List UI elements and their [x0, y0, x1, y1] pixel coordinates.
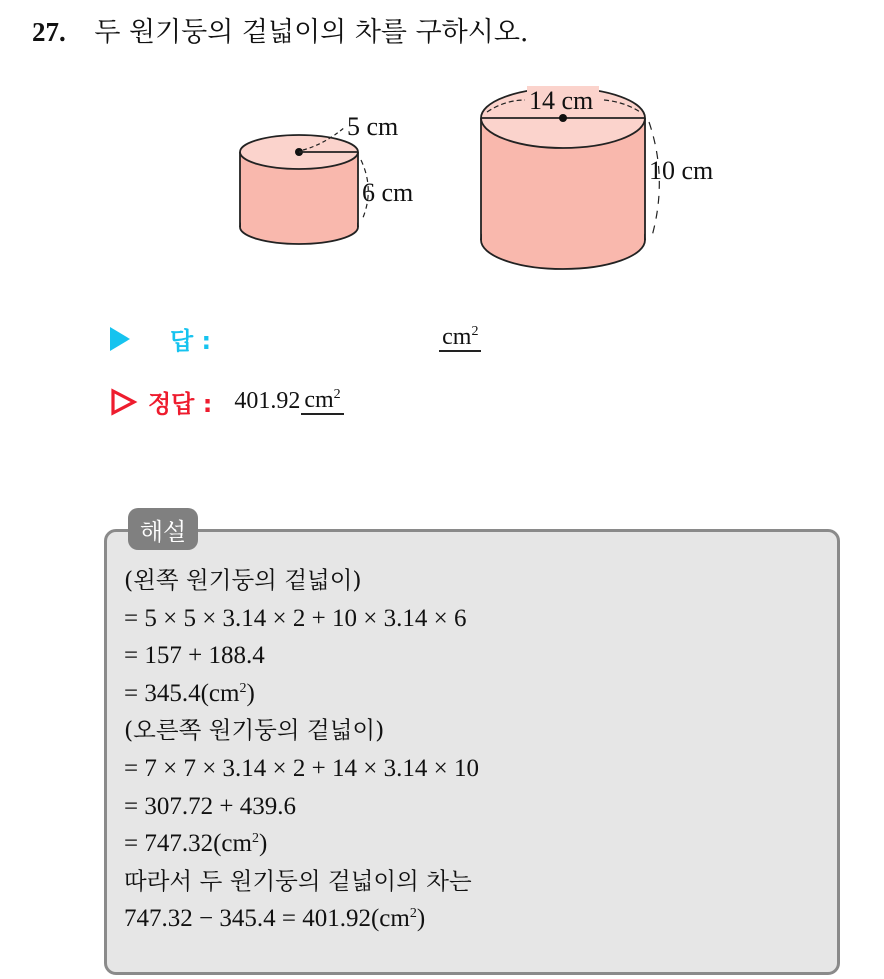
correct-answer-unit: $cm^2$ — [301, 388, 343, 415]
solution-line: = 7 × 7 × 3.14 × 2 + 14 × 3.14 × 10 — [124, 754, 479, 782]
cylinders-figure — [0, 0, 884, 300]
large-height-label: 10 cm — [649, 156, 714, 185]
answer-unit: $cm^2$ — [439, 325, 481, 352]
small-cylinder — [240, 127, 368, 244]
correct-answer-value: 401.92 — [234, 388, 301, 414]
solution-line: = 5 × 5 × 3.14 × 2 + 10 × 3.14 × 6 — [124, 604, 467, 632]
solution-line: (오른쪽 원기둥의 겉넓이) — [124, 716, 385, 745]
solution-line: (왼쪽 원기둥의 겉넓이) — [124, 566, 362, 594]
correct-answer-label: 정답 : — [148, 390, 213, 418]
solution-tag: 해설 — [128, 508, 198, 550]
large-diameter-label: 14 cm — [529, 86, 594, 115]
solution-line: = $747.32(cm^2)$ — [124, 830, 268, 858]
solution-line: 따라서 두 원기둥의 겉넓이의 차는 — [124, 866, 472, 895]
question-text: 두 원기둥의 겉넓이의 차를 구하시오. — [94, 17, 529, 48]
play-triangle-icon — [110, 327, 130, 351]
correct-answer-row — [110, 384, 344, 419]
small-radius-label: 5 cm — [347, 112, 399, 141]
answer-row — [110, 321, 481, 356]
solution-line: = 157 + 188.4 — [124, 642, 265, 670]
outline-triangle-icon — [110, 388, 138, 416]
small-height-label: 6 cm — [362, 178, 414, 207]
question-number: 27. — [32, 17, 66, 47]
solution-line: = $345.4(cm^2)$ — [124, 679, 255, 707]
solution-text — [124, 562, 479, 938]
solution-line: = 307.72 + 439.6 — [124, 792, 296, 820]
answer-label: 답 : — [170, 327, 212, 355]
solution-line: $747.32 - 345.4 = 401.92(cm^2)$ — [124, 905, 426, 933]
